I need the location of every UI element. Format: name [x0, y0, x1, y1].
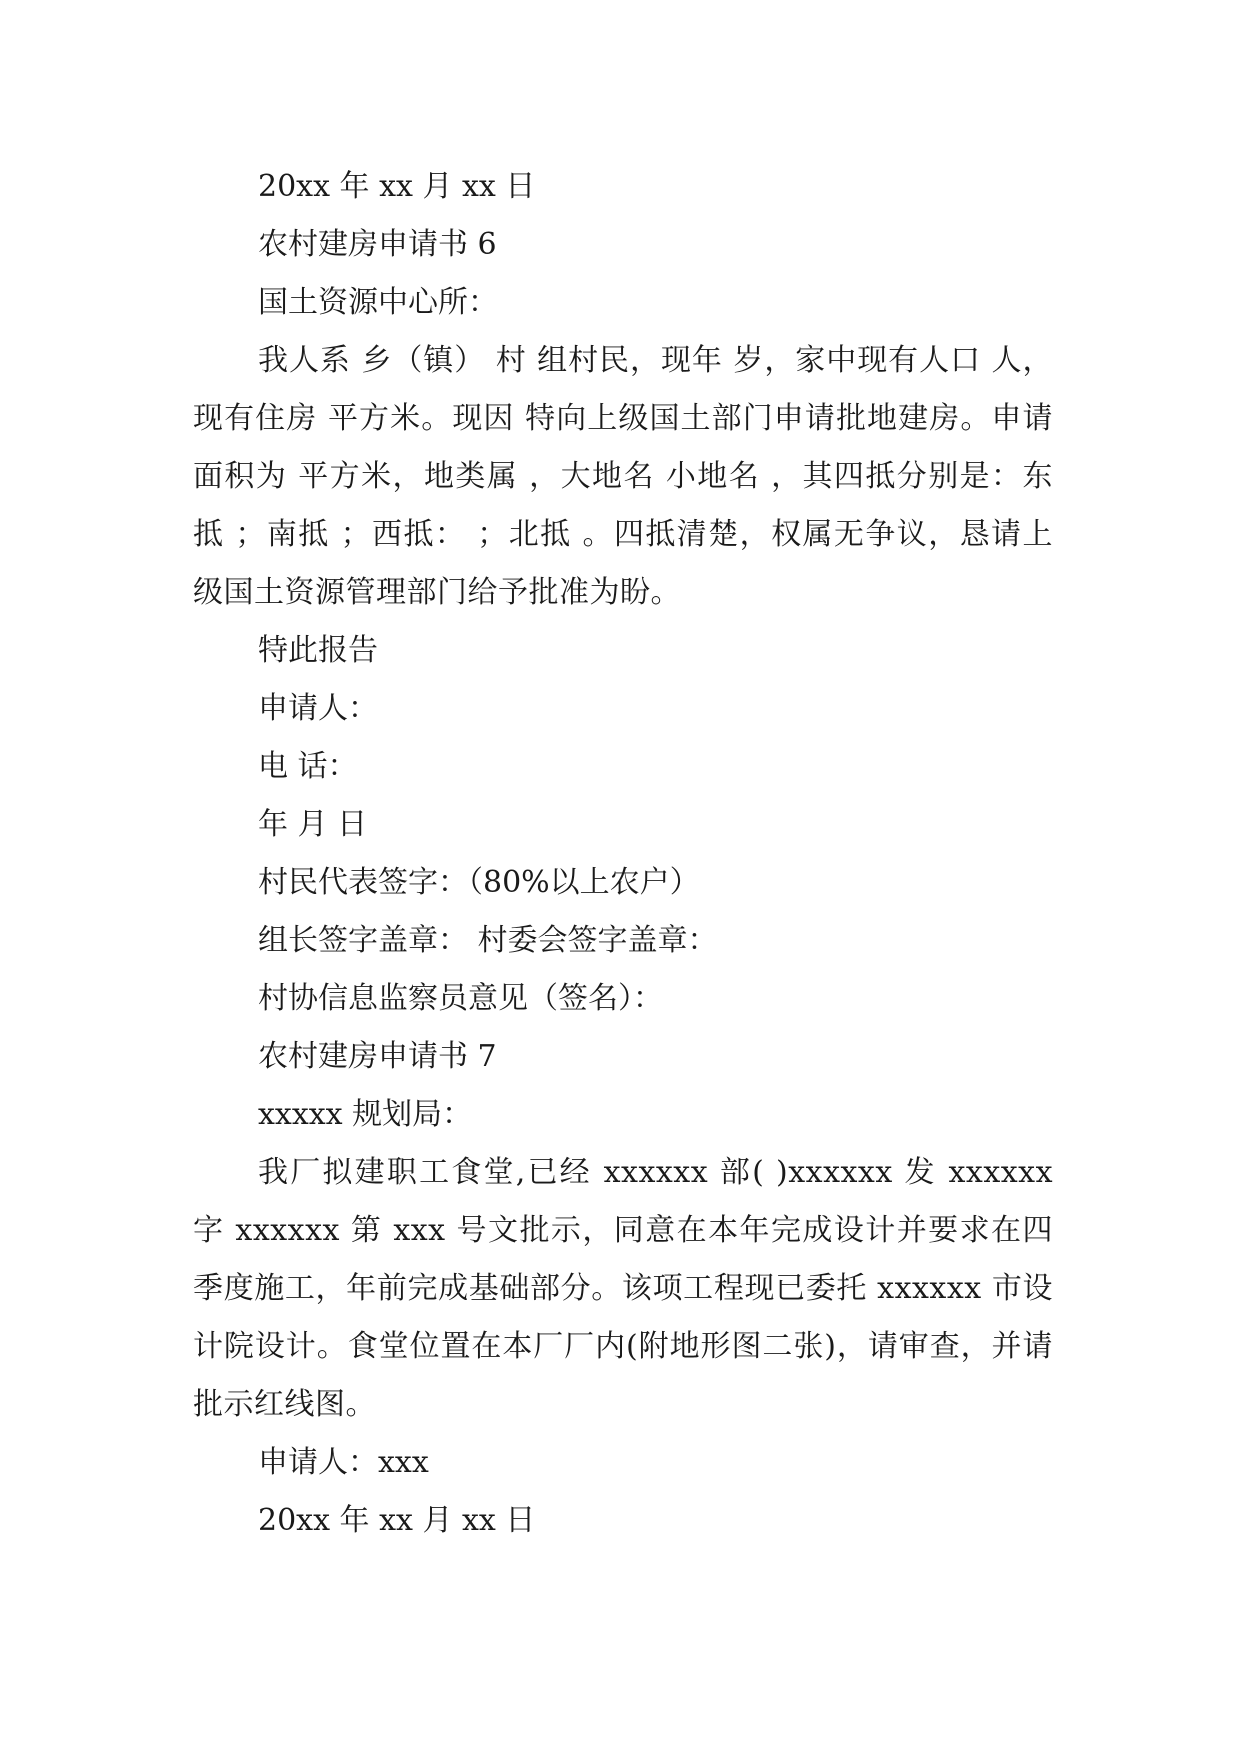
leader-signature-line: 组长签字盖章： 村委会签字盖章：: [258, 923, 718, 958]
inspector-signature-line: 村协信息监察员意见（签名）：: [258, 981, 663, 1016]
date-line-bottom: 20xx 年 xx 月 xx 日: [258, 1503, 536, 1538]
villager-signature-line: 村民代表签字：（80%以上农户）: [258, 865, 700, 900]
section-title-7: 农村建房申请书 7: [258, 1039, 497, 1074]
document-content: [193, 158, 1053, 1550]
body-paragraph-7: 我厂拟建职工食堂,已经 xxxxxx 部( )xxxxxx 发 xxxxxx 字 xxxxxx 第 xxx 号文批示，同意在本年完成设计并要求在四季度施工，年前完成基础部分。该项工程现已委托 xxxxxx 市设计院设计。食堂位置在本厂厂内(附地形图二张)，请审查，并请批示红线图。: [193, 1155, 1053, 1422]
applicant-label: 申请人：: [258, 691, 378, 726]
date-line-top: 20xx 年 xx 月 xx 日: [258, 169, 536, 204]
phone-label: 电 话：: [258, 749, 358, 784]
addressee-7: xxxxx 规划局：: [258, 1097, 473, 1132]
report-line: 特此报告: [258, 633, 378, 668]
date-blank-line: 年 月 日: [258, 807, 368, 842]
section-title-6: 农村建房申请书 6: [258, 227, 497, 262]
body-paragraph-6: 我人系 乡（镇） 村 组村民，现年 岁，家中现有人口 人，现有住房 平方米。现因 特向上级国土部门申请批地建房。申请面积为 平方米，地类属 ，大地名 小地名 ，其四抵分别是：东抵 ；南抵 ；西抵： ；北抵 。四抵清楚，权属无争议，恳请上级国土资源管理部门给予批准为盼。: [193, 343, 1053, 610]
addressee-6: 国土资源中心所：: [258, 285, 498, 320]
applicant-7: 申请人：xxx: [258, 1445, 429, 1480]
